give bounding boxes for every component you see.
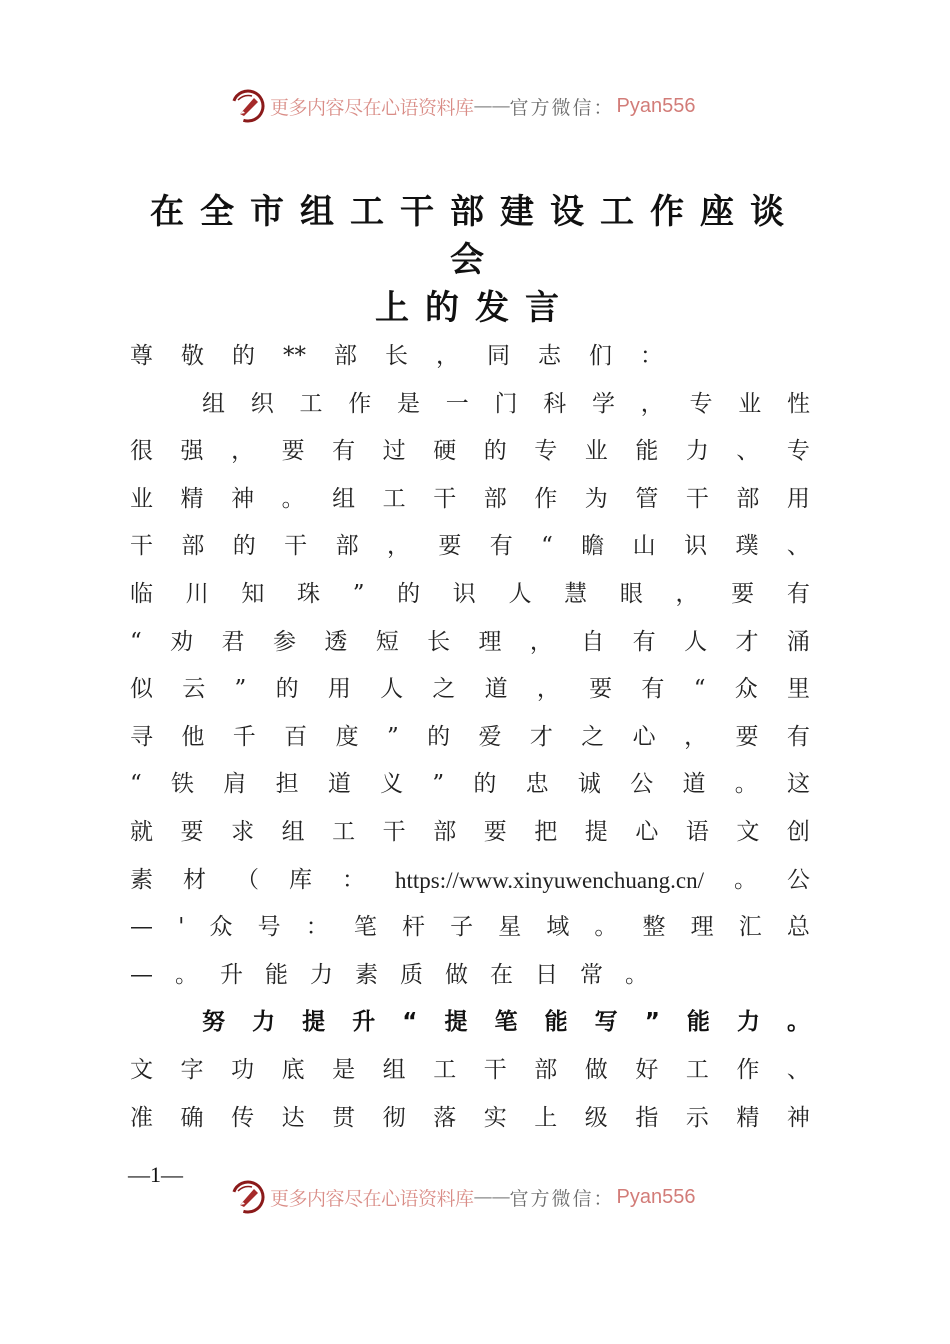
text-char: 部	[334, 343, 357, 369]
text-char: 力	[310, 961, 333, 988]
text-char: “	[130, 628, 142, 655]
watermark-dash: ——	[473, 1186, 510, 1208]
text-line	[130, 523, 810, 571]
text-char: 山	[632, 533, 656, 560]
text-char: 部	[534, 1056, 558, 1083]
text-char: 求	[231, 818, 255, 845]
text-char: 他	[181, 723, 205, 750]
text-char: 工	[433, 1056, 457, 1083]
text-char: （	[236, 866, 259, 893]
text-char: 做	[445, 961, 468, 988]
text-char: 文	[130, 1056, 153, 1083]
text-char: 识	[684, 533, 708, 560]
text-char: 字	[180, 1056, 204, 1083]
text-char: 要	[180, 818, 204, 845]
text-char: 似	[130, 676, 153, 703]
text-char: 素	[130, 866, 153, 893]
text-char: 忠	[525, 771, 549, 798]
text-char: 干	[433, 485, 457, 512]
text-char: 神	[231, 485, 255, 512]
text-char: 贯	[332, 1104, 356, 1131]
text-char: 汇	[738, 914, 762, 941]
text-char: 语	[685, 818, 709, 845]
text-char: ，	[231, 438, 255, 465]
text-char: 管	[635, 485, 659, 512]
text-char: 云	[182, 676, 206, 703]
text-char: 努	[202, 1009, 225, 1036]
text-char: ：	[305, 914, 329, 941]
header-watermark	[230, 86, 696, 126]
text-line	[130, 428, 810, 476]
text-line	[130, 904, 810, 952]
text-char: 心	[632, 723, 656, 750]
text-char: 、	[786, 1056, 810, 1083]
text-char: 们	[589, 343, 612, 369]
text-char: 专	[689, 390, 713, 417]
text-char: 性	[787, 390, 810, 417]
text-char: 要	[731, 580, 755, 607]
text-char: 力	[252, 1009, 276, 1036]
text-char: 的	[232, 533, 256, 560]
text-char: 有	[332, 438, 356, 465]
text-char: 硬	[433, 438, 457, 465]
watermark-wechat-id: Pyan556	[616, 1185, 696, 1208]
text-char: 在	[490, 961, 513, 988]
text-char: 川	[185, 580, 209, 607]
text-char: 透	[324, 628, 348, 655]
text-char: ：	[342, 866, 365, 893]
text-char: 里	[786, 676, 810, 703]
text-char: 的	[483, 438, 507, 465]
text-char: 就	[130, 818, 153, 845]
text-char: 日	[535, 961, 558, 988]
text-char: 星	[498, 914, 522, 941]
watermark-official-label: 官方微信：	[509, 1187, 615, 1210]
text-char: 部	[736, 485, 760, 512]
text-char: 能	[265, 961, 288, 988]
text-line	[130, 714, 810, 762]
text-char: 提	[302, 1009, 326, 1036]
text-char: 干	[483, 1056, 507, 1083]
text-char: 用	[786, 485, 810, 512]
text-char: 干	[685, 485, 709, 512]
text-char: 人	[684, 628, 708, 655]
text-char: 确	[180, 1104, 204, 1131]
text-char: 公	[786, 866, 810, 893]
text-char: 笔	[353, 914, 377, 941]
text-char: 有	[786, 723, 810, 750]
text-char: 的	[397, 580, 421, 607]
text-char: 质	[400, 961, 423, 988]
salutation-line	[130, 333, 810, 381]
text-char: 实	[483, 1104, 507, 1131]
text-char: 笔	[494, 1009, 518, 1036]
text-char: 升	[352, 1009, 376, 1036]
text-char: 素	[355, 961, 378, 988]
text-char: 眼	[619, 580, 643, 607]
text-line	[130, 1095, 810, 1143]
text-char: 、	[736, 438, 760, 465]
text-char: 创	[786, 818, 810, 845]
text-char: 能	[544, 1009, 568, 1036]
text-char: 落	[433, 1104, 457, 1131]
text-char: 要	[589, 676, 613, 703]
text-char: 库	[289, 866, 312, 893]
text-char: 瞻	[581, 533, 605, 560]
text-char: 科	[543, 390, 567, 417]
text-char: 部	[181, 533, 205, 560]
text-char: 道	[327, 771, 351, 798]
text-char: 学	[592, 390, 615, 417]
text-char: 作	[736, 1056, 760, 1083]
text-char: “	[130, 771, 142, 798]
text-char: “	[693, 676, 706, 703]
text-char: 为	[584, 485, 608, 512]
text-char: 众	[734, 676, 758, 703]
text-char: 把	[534, 818, 558, 845]
text-char: 有	[786, 580, 810, 607]
text-char: '	[178, 914, 185, 941]
text-char: 。	[733, 866, 757, 893]
text-char: 的	[473, 771, 497, 798]
text-char: 专	[534, 438, 558, 465]
watermark-main-text: 更多内容尽在心语资料库	[270, 96, 474, 119]
text-char: 整	[642, 914, 666, 941]
text-char: 人	[380, 676, 404, 703]
text-char: 公	[630, 771, 654, 798]
document-title	[130, 188, 820, 332]
text-char: 。	[281, 485, 305, 512]
text-char: —	[130, 961, 153, 988]
text-char: 神	[786, 1104, 810, 1131]
text-char: 人	[508, 580, 532, 607]
text-char: 材	[183, 866, 206, 893]
text-char: 号	[257, 914, 281, 941]
text-char: 。	[594, 914, 618, 941]
text-char: 组	[281, 818, 305, 845]
text-char: 作	[348, 390, 372, 417]
text-char: 力	[736, 1009, 760, 1036]
text-char: 指	[635, 1104, 659, 1131]
text-char: 强	[180, 438, 204, 465]
text-char: 百	[284, 723, 308, 750]
text-char: 知	[241, 580, 265, 607]
text-char: 参	[272, 628, 296, 655]
text-char: 尊	[130, 343, 153, 369]
text-char: 千	[232, 723, 256, 750]
text-char: 寻	[130, 723, 153, 750]
text-char: 要	[735, 723, 759, 750]
text-char: 写	[594, 1009, 618, 1036]
text-line	[130, 571, 810, 619]
text-char: 业	[584, 438, 608, 465]
text-char: 有	[632, 628, 656, 655]
text-line	[130, 619, 810, 667]
text-line	[130, 476, 810, 524]
text-line	[130, 761, 810, 809]
text-char: **	[283, 343, 306, 369]
text-char: 心	[635, 818, 659, 845]
text-char: ”	[386, 723, 399, 750]
text-char: 铁	[171, 771, 195, 798]
text-char: 升	[220, 961, 243, 988]
text-char: ”	[432, 771, 445, 798]
footer-watermark	[230, 1177, 696, 1217]
text-char: ，	[529, 628, 553, 655]
text-char: 君	[221, 628, 245, 655]
text-char: 度	[335, 723, 359, 750]
text-line	[130, 952, 810, 1000]
text-char: 要	[438, 533, 462, 560]
text-char: 的	[275, 676, 299, 703]
text-char: 力	[685, 438, 709, 465]
text-char: 才	[735, 628, 759, 655]
page-number: —1—	[128, 1162, 183, 1187]
text-char: 要	[483, 818, 507, 845]
watermark-official-label: 官方微信：	[509, 96, 615, 119]
text-char: 部	[433, 818, 457, 845]
text-char: 好	[635, 1056, 659, 1083]
text-char: —	[130, 914, 153, 941]
text-char: 准	[130, 1104, 153, 1131]
text-char: 短	[375, 628, 399, 655]
text-char: 道	[484, 676, 508, 703]
text-char: ，	[684, 723, 708, 750]
text-char: 示	[685, 1104, 709, 1131]
text-char: 肩	[223, 771, 247, 798]
text-char: “	[402, 1009, 418, 1036]
text-char: 才	[529, 723, 553, 750]
text-line	[130, 381, 810, 429]
text-char: 一	[445, 390, 469, 417]
text-char: 、	[786, 533, 810, 560]
text-char: 组	[202, 390, 225, 417]
text-char: 织	[250, 390, 274, 417]
text-char: 很	[130, 438, 153, 465]
text-char: 精	[180, 485, 204, 512]
text-char: 作	[534, 485, 558, 512]
pen-nib-logo-icon	[230, 1179, 266, 1215]
text-char: 自	[581, 628, 605, 655]
text-char: 提	[584, 818, 608, 845]
text-char: 底	[281, 1056, 305, 1083]
text-char: 过	[382, 438, 406, 465]
text-line	[130, 1047, 810, 1095]
text-char: 敬	[181, 343, 204, 369]
text-char: 的	[232, 343, 255, 369]
text-char: ，	[675, 580, 699, 607]
text-char: ，	[536, 676, 560, 703]
watermark-main-text: 更多内容尽在心语资料库	[270, 1187, 474, 1210]
text-char: 上	[534, 1104, 558, 1131]
text-char: 识	[452, 580, 476, 607]
text-char: 传	[231, 1104, 255, 1131]
text-char: ，	[640, 390, 664, 417]
text-char: 干	[284, 533, 308, 560]
title-line-2: 上的发言	[375, 288, 575, 328]
url-text: https://www.xinyuwenchuang.cn/	[395, 867, 704, 893]
text-line	[130, 666, 810, 714]
pen-nib-logo-icon	[230, 88, 266, 124]
text-char: 道	[682, 771, 706, 798]
text-char: 组	[332, 485, 356, 512]
text-line	[130, 857, 810, 905]
text-char: 工	[332, 818, 356, 845]
text-char: 的	[427, 723, 451, 750]
text-char: 业	[130, 485, 153, 512]
text-char: ，	[386, 533, 410, 560]
section-heading	[130, 999, 810, 1047]
text-char: 部	[335, 533, 359, 560]
text-char: 临	[130, 580, 153, 607]
text-char: 长	[427, 628, 451, 655]
title-line-1: 在全市组工干部建设工作座谈会	[150, 192, 800, 280]
text-char: 文	[736, 818, 760, 845]
text-char: 专	[786, 438, 810, 465]
text-char: 。	[734, 771, 758, 798]
text-char: 有	[489, 533, 513, 560]
text-char: 是	[397, 390, 420, 417]
text-char: 之	[432, 676, 456, 703]
text-char: 爱	[478, 723, 502, 750]
text-char: 。	[175, 961, 198, 988]
text-char: 精	[736, 1104, 760, 1131]
text-char: 工	[299, 390, 323, 417]
text-char: 能	[635, 438, 659, 465]
text-char: 理	[478, 628, 502, 655]
text-char: 众	[209, 914, 233, 941]
text-char: ”	[352, 580, 365, 607]
text-char: 组	[382, 1056, 406, 1083]
text-char: 用	[327, 676, 351, 703]
text-char: 这	[786, 771, 810, 798]
text-char: 涌	[786, 628, 810, 655]
text-char: ：	[640, 343, 663, 369]
text-char: 总	[786, 914, 810, 941]
text-char: 珠	[297, 580, 321, 607]
text-char: 业	[738, 390, 762, 417]
text-char: 能	[686, 1009, 710, 1036]
text-char: 担	[275, 771, 299, 798]
text-char: 义	[380, 771, 404, 798]
text-char: ”	[234, 676, 247, 703]
text-char: 有	[641, 676, 665, 703]
text-char: ，	[436, 343, 459, 369]
text-char: 之	[581, 723, 605, 750]
text-line	[130, 809, 810, 857]
text-char: 。	[787, 1009, 810, 1036]
text-char: 工	[382, 485, 406, 512]
text-char: “	[541, 533, 553, 560]
text-char: 干	[130, 533, 153, 560]
text-char: 做	[584, 1056, 608, 1083]
text-char: 要	[281, 438, 305, 465]
text-char: 彻	[382, 1104, 406, 1131]
text-char: 慧	[564, 580, 588, 607]
text-char: 工	[685, 1056, 709, 1083]
paragraph-2	[130, 1047, 810, 1142]
text-char: 长	[385, 343, 408, 369]
text-char: 理	[690, 914, 714, 941]
text-char: 干	[382, 818, 406, 845]
text-char: 门	[494, 390, 518, 417]
text-char: 域	[546, 914, 570, 941]
text-char: 功	[231, 1056, 255, 1083]
paragraph-1	[130, 381, 810, 1000]
text-char: 部	[483, 485, 507, 512]
text-char: ”	[644, 1009, 660, 1036]
text-char: 是	[332, 1056, 356, 1083]
text-char: 同	[487, 343, 510, 369]
watermark-dash: ——	[473, 95, 510, 117]
text-char: 诚	[577, 771, 601, 798]
text-char: 提	[444, 1009, 468, 1036]
text-char: 。	[625, 961, 648, 988]
text-char: 子	[450, 914, 474, 941]
text-char: 杆	[401, 914, 425, 941]
text-char: 志	[538, 343, 561, 369]
text-char: 常	[580, 961, 603, 988]
text-char: 达	[281, 1104, 305, 1131]
text-char: 级	[584, 1104, 608, 1131]
text-char: 劝	[170, 628, 194, 655]
text-char: 璞	[735, 533, 759, 560]
watermark-wechat-id: Pyan556	[616, 94, 696, 117]
document-body	[130, 333, 810, 1142]
